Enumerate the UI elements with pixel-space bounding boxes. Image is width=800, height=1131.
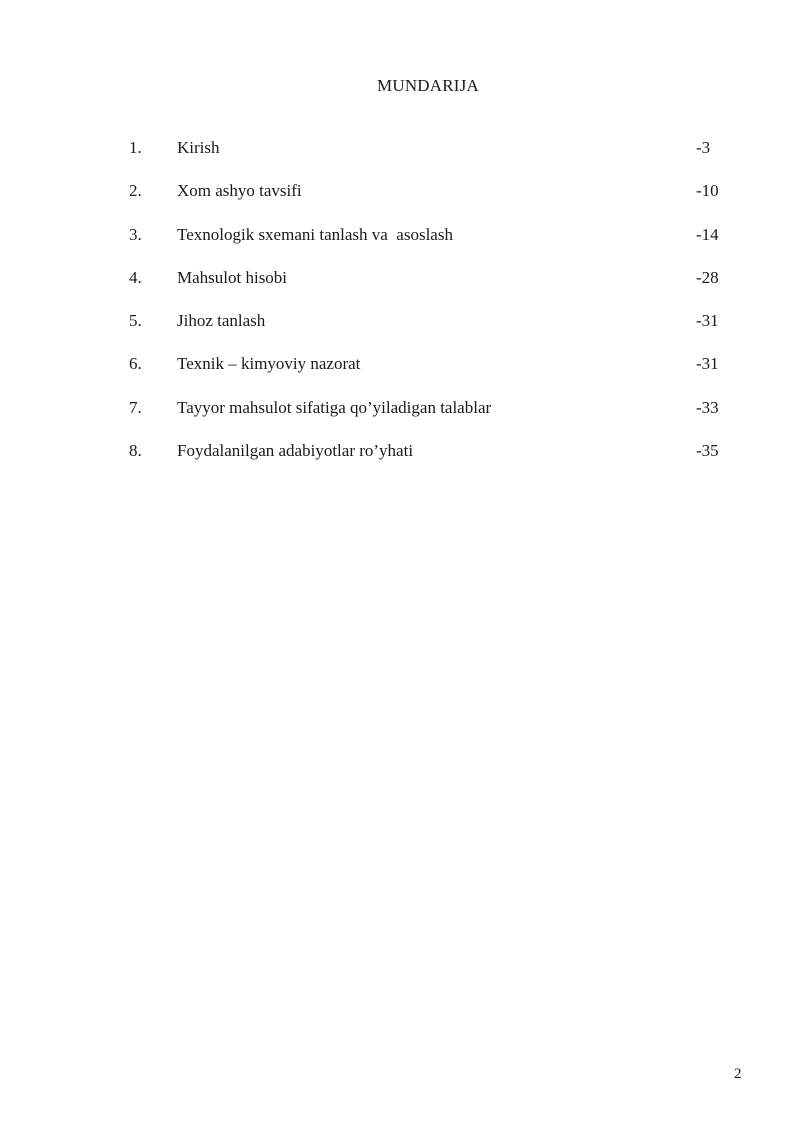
toc-page-ref: -14 xyxy=(696,224,719,244)
toc-page-ref: -31 xyxy=(696,354,719,374)
toc-page-ref: -10 xyxy=(696,181,719,201)
page-number: 2 xyxy=(734,1066,742,1082)
toc-page-ref: -35 xyxy=(696,441,719,461)
toc-page-ref: -33 xyxy=(696,397,719,417)
toc-number: 1. xyxy=(129,138,142,157)
toc-number: 6. xyxy=(129,354,142,374)
toc-row xyxy=(0,268,800,311)
page-title: MUNDARIJA xyxy=(377,76,479,95)
toc-title: Texnik – kimyoviy nazorat xyxy=(177,354,361,374)
toc-title: Xom ashyo tavsifi xyxy=(177,181,302,201)
toc-page-ref: -28 xyxy=(696,267,719,287)
toc-row xyxy=(0,138,800,181)
toc-number: 8. xyxy=(129,441,142,461)
toc-title: Texnologik sxemani tanlash va asoslash xyxy=(177,224,453,244)
toc-row xyxy=(0,441,800,484)
toc-row xyxy=(0,398,800,441)
toc-title: Mahsulot hisobi xyxy=(177,267,288,287)
toc-row xyxy=(0,225,800,268)
toc-number: 5. xyxy=(129,311,142,331)
toc-page-ref: -3 xyxy=(696,138,711,157)
table-of-contents xyxy=(0,138,800,484)
toc-title: Tayyor mahsulot sifatiga qo’yiladigan talablar xyxy=(177,397,492,417)
toc-row xyxy=(0,311,800,354)
toc-row xyxy=(0,354,800,397)
toc-title: Foydalanilgan adabiyotlar ro’yhati xyxy=(177,441,414,461)
toc-row xyxy=(0,181,800,224)
toc-page-ref: -31 xyxy=(696,311,719,331)
toc-number: 7. xyxy=(129,397,142,417)
toc-number: 4. xyxy=(129,267,142,287)
toc-number: 3. xyxy=(129,224,142,244)
toc-number: 2. xyxy=(129,181,142,201)
toc-title: Jihoz tanlash xyxy=(177,311,266,331)
toc-title: Kirish xyxy=(177,138,220,157)
